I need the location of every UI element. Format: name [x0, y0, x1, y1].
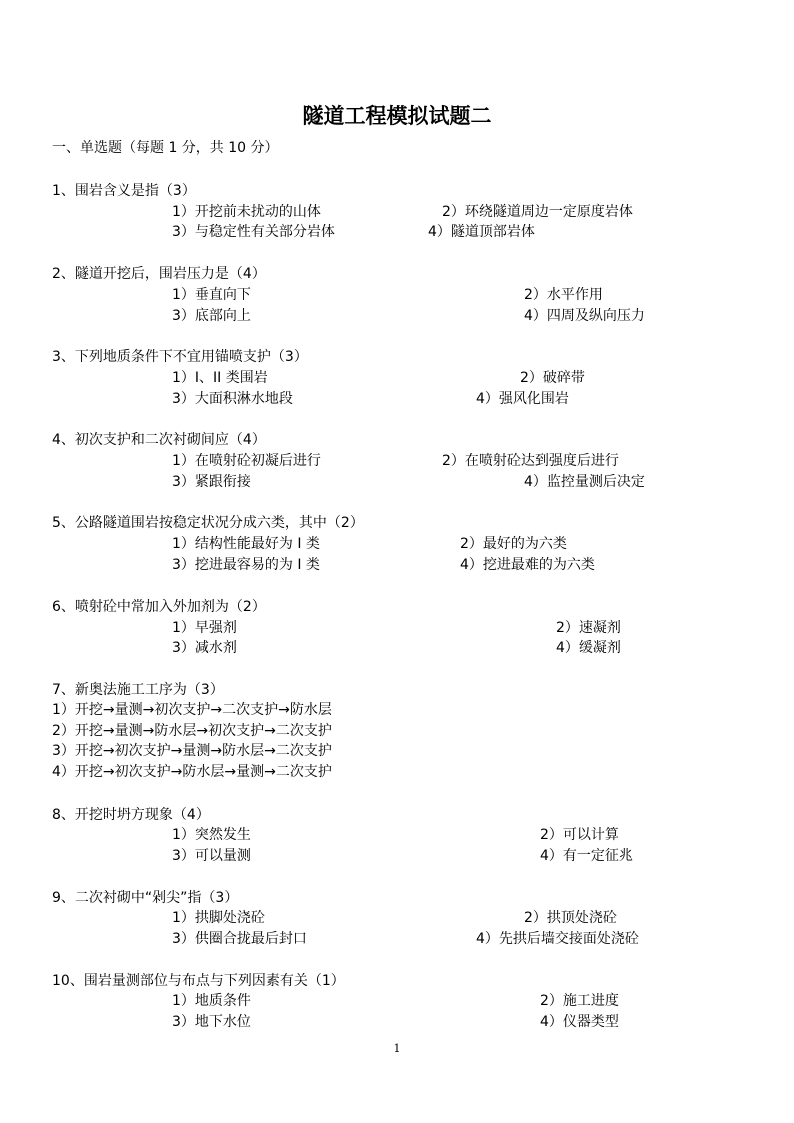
option: 2）开挖→量测→防水层→初次支护→二次支护: [52, 723, 332, 739]
question-stem: 5、公路隧道围岩按稳定状况分成六类，其中（2）: [52, 515, 364, 531]
question-stem: 1、围岩含义是指（3）: [52, 183, 196, 199]
option: 1）开挖前未扰动的山体: [172, 204, 321, 220]
document-title: 隧道工程模拟试题二: [302, 103, 492, 128]
option: 3）供圈合拢最后封口: [172, 931, 307, 947]
question-stem: 4、初次支护和二次衬砌间应（4）: [52, 432, 266, 448]
option: 3）与稳定性有关部分岩体: [172, 224, 335, 240]
option: 4）先拱后墙交接面处浇砼: [476, 931, 639, 947]
option: 4）有一定征兆: [540, 848, 633, 864]
option: 4）隧道顶部岩体: [428, 224, 535, 240]
question-stem: 2、隧道开挖后，围岩压力是（4）: [52, 266, 266, 282]
option: 4）四周及纵向压力: [524, 308, 645, 324]
option: 2）最好的为六类: [460, 536, 567, 552]
option: 2）拱顶处浇砼: [524, 910, 617, 926]
option: 3）开挖→初次支护→量测→防水层→二次支护: [52, 743, 332, 759]
option: 3）底部向上: [172, 308, 251, 324]
option: 1）在喷射砼初凝后进行: [172, 453, 321, 469]
option: 2）破碎带: [520, 370, 585, 386]
question-stem: 8、开挖时坍方现象（4）: [52, 807, 210, 823]
option: 3）大面积淋水地段: [172, 391, 293, 407]
option: 4）仪器类型: [540, 1014, 619, 1030]
option: 1）早强剂: [172, 620, 237, 636]
option: 2）水平作用: [524, 287, 603, 303]
option: 2）施工进度: [540, 993, 619, 1009]
option: 3）挖进最容易的为 I 类: [172, 557, 320, 573]
option: 4）缓凝剂: [556, 640, 621, 656]
option: 1）突然发生: [172, 827, 251, 843]
option: 4）强风化围岩: [476, 391, 569, 407]
option: 2）可以计算: [540, 827, 619, 843]
question-stem: 10、围岩量测部位与布点与下列因素有关（1）: [52, 973, 345, 989]
option: 2）环绕隧道周边一定原度岩体: [442, 204, 633, 220]
option: 3）地下水位: [172, 1014, 251, 1030]
question-stem: 7、新奥法施工工序为（3）: [52, 682, 224, 698]
option: 4）挖进最难的为六类: [460, 557, 595, 573]
option: 1）I、II 类围岩: [172, 370, 268, 386]
option: 3）紧跟衔接: [172, 474, 251, 490]
option: 2）在喷射砼达到强度后进行: [442, 453, 619, 469]
page-number: 1: [393, 1042, 401, 1055]
question-stem: 3、下列地质条件下不宜用锚喷支护（3）: [52, 349, 308, 365]
option: 3）减水剂: [172, 640, 237, 656]
question-stem: 6、喷射砼中常加入外加剂为（2）: [52, 599, 266, 615]
option: 1）拱脚处浇砼: [172, 910, 265, 926]
option: 1）结构性能最好为 I 类: [172, 536, 320, 552]
section-heading: 一、单选题（每题 1 分，共 10 分）: [52, 140, 279, 156]
option: 1）开挖→量测→初次支护→二次支护→防水层: [52, 702, 332, 718]
option: 2）速凝剂: [556, 620, 621, 636]
option: 1）垂直向下: [172, 287, 251, 303]
option: 4）开挖→初次支护→防水层→量测→二次支护: [52, 764, 332, 780]
question-stem: 9、二次衬砌中“剁尖”指（3）: [52, 890, 239, 906]
option: 1）地质条件: [172, 993, 251, 1009]
option: 4）监控量测后决定: [524, 474, 645, 490]
option: 3）可以量测: [172, 848, 251, 864]
